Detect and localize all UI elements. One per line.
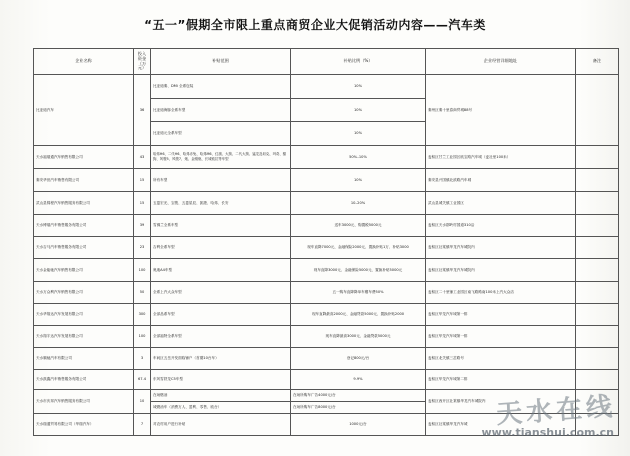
cell-address: 麦积区甘兰工业园区欧宝路汽车城（麦社里100米） [426,146,576,169]
cell-address: 麦积区华龙汽车城第一排 [426,304,576,326]
cell-address: 麦积区西开区社棠镇华龙汽车城院内 [426,390,576,414]
table-row [34,348,619,370]
cell-scope: 吉利全系车型 [151,237,291,259]
cell-remark [576,215,619,237]
cell-remark [576,282,619,304]
cell-scope: 城燃油车（消费万人、盈利、零售、欧台） [151,402,291,414]
table-row [34,215,619,237]
cell-remark [576,237,619,259]
cell-ratio: 现车直降7000元、金融保险2000元、置换补贴1万、补贴3000 [291,237,426,259]
cell-investment: 100 [134,326,151,348]
cell-company: 天水瑞通贸易有限公司（华瑞汽车） [34,414,134,436]
cell-company: 天水市庆邦汽车销售服务有限公司 [34,390,134,414]
header-subsidy-scope: 补贴范围 [151,49,291,75]
cell-company: 天水凯鑫汽车销售服务有限公司 [34,370,134,390]
cell-investment: 15 [134,169,151,192]
cell-company: 秦安华世汽车销售有限公司 [34,169,134,192]
cell-ratio: 现车直降最高2000元、金融贷款5000元、置换补贴2000 [291,304,426,326]
cell-ratio: 在场所购车广告4000元/台 [291,390,426,402]
cell-scope: 奥迪A4车型 [151,259,291,282]
cell-remark [576,75,619,146]
cell-remark [576,259,619,282]
cell-address: 武山县城关镇工业园区 [426,192,576,215]
cell-scope: 所有车型 [151,169,291,192]
table-row [34,75,619,99]
cell-address: 秦州区秦十里春商贸城88号 [426,75,576,146]
cell-scope: 在场燃油 [151,390,291,402]
table-row [34,326,619,348]
cell-scope: 比亚迪海豚全系车型 [151,99,291,122]
cell-investment: 39 [134,215,151,237]
table-row [34,192,619,215]
cell-company: 天水顺驰汽车有限公司 [34,348,134,370]
header-subsidy-ratio: 补贴比例（%） [291,49,426,75]
cell-ratio: 10% [291,122,426,146]
cell-investment: 15 [134,192,151,215]
cell-scope: 比亚迪元全系车型 [151,122,291,146]
cell-company: 天水华翔达汽车发展有限公司 [34,304,134,326]
cell-investment: 300 [134,304,151,326]
cell-ratio: 50%–10% [291,146,426,169]
cell-company: 天水万众利汽车销售有限公司 [34,282,134,304]
table-row [34,304,619,326]
cell-remark [576,348,619,370]
cell-company: 天水翔宇达汽车发展有限公司 [34,326,134,348]
header-remark: 备注 [576,49,619,75]
cell-address: 麦积区华龙汽车城第二排 [426,370,576,390]
cell-ratio: 10% [291,99,426,122]
cell-ratio: 五一购车直降降单车赠车费50% [291,282,426,304]
cell-ratio: 10% [291,75,426,99]
cell-ratio: 10% [291,169,426,192]
watermark-logo: 天水在线 [495,391,618,431]
cell-scope: 东风雪铁龙C5车型 [151,370,291,390]
cell-company: 天水吉马汽车销售服务有限公司 [34,237,134,259]
cell-remark [576,146,619,169]
cell-investment: 50 [134,282,151,304]
cell-company: 比亚迪汽车 [34,75,134,146]
cell-company: 天水金能驰汽车销售有限公司 [34,259,134,282]
cell-remark [576,192,619,215]
cell-scope: 全系上汽大众车型 [151,282,291,304]
promotion-table [33,48,619,436]
header-investment: 投入资金（万元） [134,49,151,75]
cell-company: 天水博瑞汽车销售服务有限公司 [34,215,134,237]
cell-company: 天水福瑞通汽车销售有限公司 [34,146,134,169]
cell-remark [576,326,619,348]
cell-address: 麦积区社棠镇华龙汽车城 [426,414,576,436]
cell-ratio: 1000元/台 [291,414,426,436]
cell-ratio: 9.9% [291,370,426,390]
cell-investment: 36 [134,75,151,146]
cell-investment: 10 [134,390,151,414]
cell-address: 麦积区社棠镇华龙汽车城院内 [426,259,576,282]
cell-scope: 对农村用户进行补贴 [151,414,291,436]
table-row [34,169,619,192]
watermark-url: www.tianshui.com.cn [481,426,614,439]
table-row [34,282,619,304]
header-address: 企业经营详细地址 [426,49,576,75]
cell-investment: 23 [134,237,151,259]
header-company: 企业名称 [34,49,134,75]
table-header-row [34,49,619,75]
cell-address: 麦积区二十里铺工业园区南飞路路南100米上汽大众店 [426,282,576,304]
page-title: “五一”假期全市限上重点商贸企业大促销活动内容——汽车类 [144,18,486,32]
cell-company: 武山县锦程汽车销售服务有限公司 [34,192,134,215]
cell-scope: 雪佛兰全系车型 [151,215,291,237]
cell-scope: 全部福特全系车型 [151,326,291,348]
cell-ratio: 现车直降3000元、金融保险5000元、置换补贴5000元 [291,259,426,282]
cell-investment: 7 [134,414,151,436]
cell-address: 秦安县兴国镇北滨路汽车城 [426,169,576,192]
cell-ratio: 登记800元/台 [291,348,426,370]
cell-scope: 比亚迪秦、DMi 全系包装 [151,75,291,99]
table-row [34,146,619,169]
cell-address: 麦积区社棠镇华龙汽车城院内 [426,237,576,259]
cell-investment: 43 [134,146,151,169]
table-row [34,259,619,282]
cell-investment: 3 [134,348,151,370]
cell-investment: 67.4 [134,370,151,390]
cell-scope: 五菱宏光、宝骏、五菱星辰、凯捷、哈弗、长安 [151,192,291,215]
cell-scope: 车间区五岳开发面临铺户（首期10台车） [151,348,291,370]
cell-ratio: 送车3000元、购置税5000元 [291,215,426,237]
table-row [34,237,619,259]
cell-address: 麦积区天水郡岭村国道310沿 [426,215,576,237]
cell-ratio: 现车直降最高3000元、金融贷款5000元 [291,326,426,348]
cell-investment: 100 [134,259,151,282]
cell-scope: 哈弗H6、二代H6、哈弗赤兔、哈弗M6、红旗、大狗、二代大狗、猛龙及坦克、玛奇、酷狗、风骏5、风骏7、炮、金刚炮、长城欧拉等车型 [151,146,291,169]
cell-remark [576,169,619,192]
cell-address: 麦积区华龙汽车城第一排 [426,326,576,348]
table-row [34,370,619,390]
cell-address: 麦积区北关镇三岔路号 [426,348,576,370]
cell-remark [576,304,619,326]
cell-ratio: 在场所购车广告8000元/台 [291,402,426,414]
cell-ratio: 10–20% [291,192,426,215]
cell-scope: 全部品系车型 [151,304,291,326]
